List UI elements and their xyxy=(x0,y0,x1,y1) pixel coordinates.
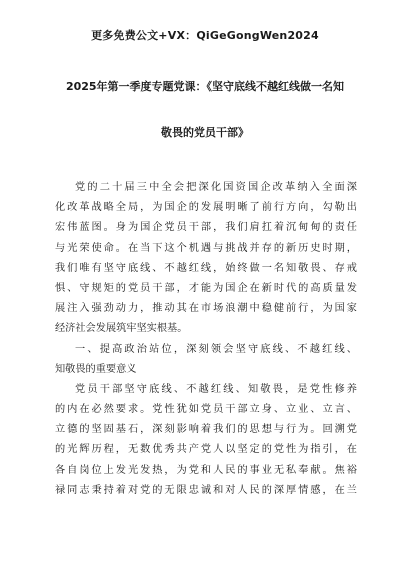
paragraph-2-line-5: 各自岗位上发光发热，为党和人民的事业无私奉献。焦裕 xyxy=(55,464,357,476)
paragraph-1-line-7: 展注入强劲动力，推动其在市场浪潮中稳健前行，为国家 xyxy=(55,303,357,315)
paragraph-2-line-6: 禄同志秉持着对党的无限忠诚和对人民的深厚情感，在兰 xyxy=(55,484,357,496)
document-title-line-1: 2025年第一季度专题党课：《坚守底线不越红线做一名知 xyxy=(65,80,345,93)
paragraph-1-line-6: 惧、守规矩的党员干部，才能为国企在新时代的高质量发 xyxy=(55,282,357,294)
section-heading-line-1: 一、提高政治站位，深刻领会坚守底线、不越红线、 xyxy=(75,343,357,355)
document-title-line-2: 敬畏的党员干部》 xyxy=(161,126,249,139)
watermark-header: 更多免费公文+VX：QiGeGongWen2024 xyxy=(91,29,319,42)
paragraph-2-line-2: 的内在必然要求。党性犹如党员干部立身、立业、立言、 xyxy=(55,404,357,416)
paragraph-1-line-2: 化改革战略全局，为国企的发展明晰了前行方向，勾勒出 xyxy=(55,202,357,214)
section-heading-line-2: 知敬畏的重要意义 xyxy=(55,363,137,375)
paragraph-1-line-3: 宏伟蓝图。身为国企党员干部，我们肩扛着沉甸甸的责任 xyxy=(55,222,357,234)
document-body xyxy=(55,178,357,501)
paragraph-2-line-3: 立德的坚固基石，深刻影响着我们的思想与行为。回溯党 xyxy=(55,424,357,436)
paragraph-2-line-1: 党员干部坚守底线、不越红线、知敬畏，是党性修养 xyxy=(75,383,357,395)
paragraph-2-line-4: 的光辉历程，无数优秀共产党人以坚定的党性为指引，在 xyxy=(55,444,357,456)
paragraph-1-line-4: 与光荣使命。在当下这个机遇与挑战并存的新历史时期， xyxy=(55,242,357,254)
paragraph-1-line-5: 我们唯有坚守底线、不越红线，始终做一名知敬畏、存戒 xyxy=(55,262,357,274)
paragraph-1-line-1: 党的二十届三中全会把深化国资国企改革纳入全面深 xyxy=(75,182,357,193)
paragraph-1-line-8: 经济社会发展筑牢坚实根基。 xyxy=(55,323,188,335)
